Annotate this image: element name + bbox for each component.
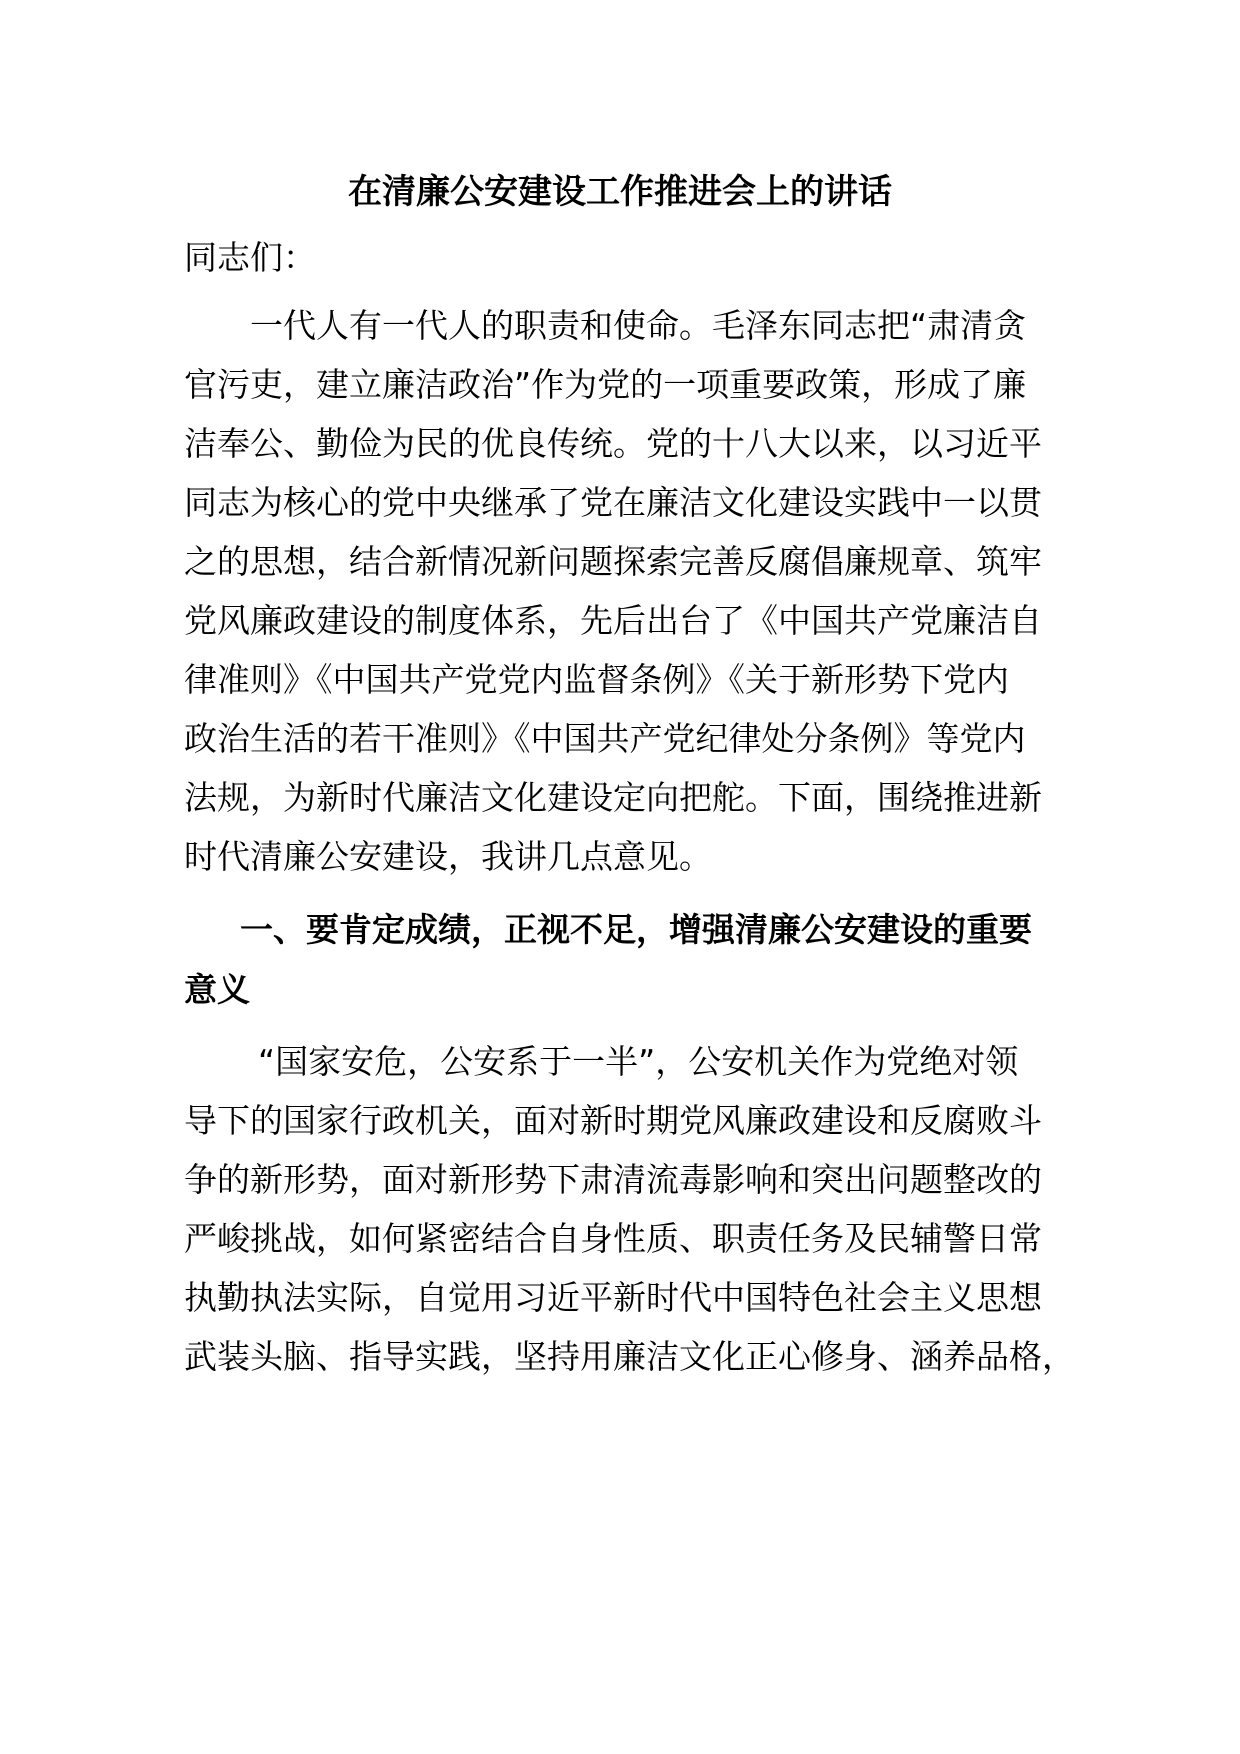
paragraph-line: 时代清廉公安建设，我讲几点意见。 [184,837,712,876]
paragraph-line: 同志为核心的党中央继承了党在廉洁文化建设实践中一以贯 [184,483,1042,522]
paragraph-line: 之的思想，结合新情况新问题探索完善反腐倡廉规章、筑牢 [184,542,1042,581]
paragraph-line: 官污吏，建立廉洁政治”作为党的一项重要政策，形成了廉 [184,365,1027,404]
section-heading: 意义 [184,970,250,1009]
document-title: 在清廉公安建设工作推进会上的讲话 [348,172,892,212]
section-heading: 一、要肯定成绩，正视不足，增强清廉公安建设的重要 [240,910,1032,949]
paragraph-line: 武装头脑、指导实践，坚持用廉洁文化正心修身、涵养品格， [184,1337,1075,1376]
paragraph-line: 执勤执法实际，自觉用习近平新时代中国特色社会主义思想 [184,1278,1042,1317]
paragraph-line: 一代人有一代人的职责和使命。毛泽东同志把“肃清贪 [250,306,1027,345]
paragraph-line: 洁奉公、勤俭为民的优良传统。党的十八大以来，以习近平 [184,424,1042,463]
paragraph-line: 争的新形势，面对新形势下肃清流毒影响和突出问题整改的 [184,1160,1042,1199]
paragraph-line: 法规，为新时代廉洁文化建设定向把舵。下面，围绕推进新 [184,778,1042,817]
paragraph-line: 导下的国家行政机关，面对新时期党风廉政建设和反腐败斗 [184,1101,1042,1140]
paragraph-line: “国家安危，公安系于一半”，公安机关作为党绝对领 [258,1042,1019,1081]
paragraph-line: 严峻挑战，如何紧密结合自身性质、职责任务及民辅警日常 [184,1219,1042,1258]
paragraph-line: 政治生活的若干准则》《中国共产党纪律处分条例》等党内 [184,719,1026,758]
paragraph-line: 律准则》《中国共产党党内监督条例》《关于新形势下党内 [184,660,1009,699]
salutation: 同志们： [184,238,316,277]
paragraph-line: 党风廉政建设的制度体系，先后出台了《中国共产党廉洁自 [184,601,1042,640]
